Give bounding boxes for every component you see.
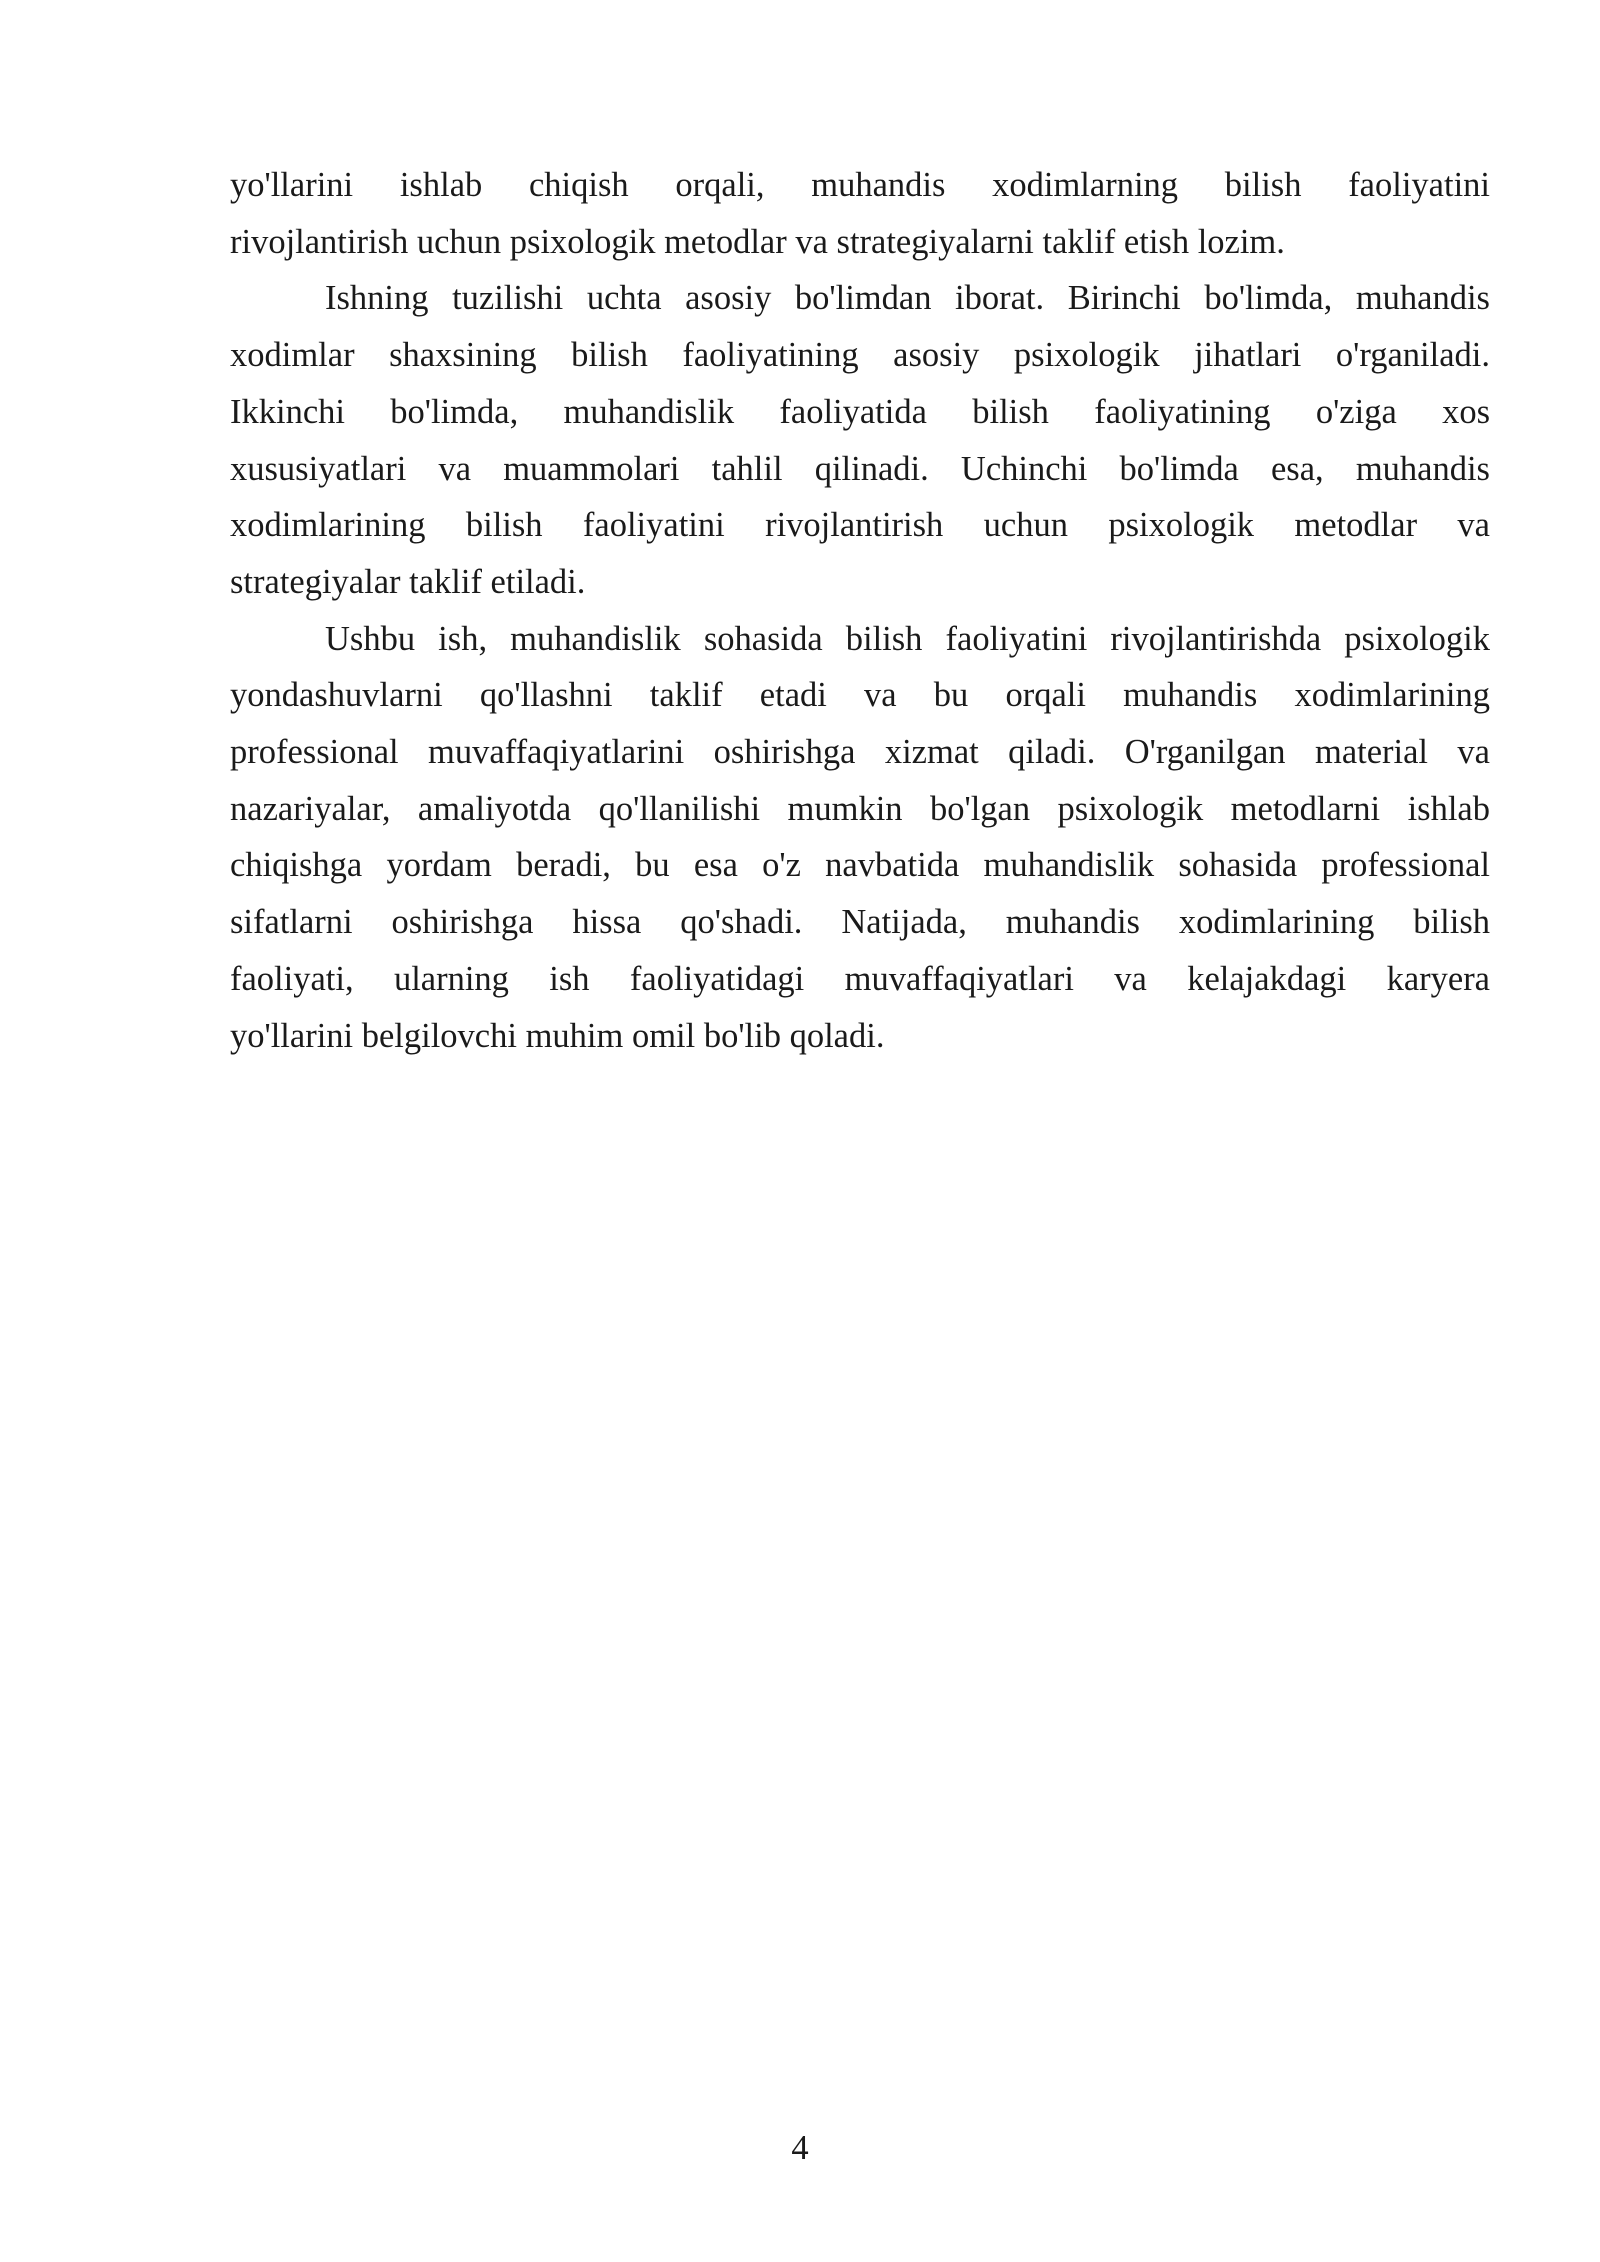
- text-line: chiqishga yordam beradi, bu esa o'z navbatida muhandislik sohasida professional: [230, 846, 1490, 885]
- text-line: Ikkinchi bo'limda, muhandislik faoliyatida bilish faoliyatining o'ziga xos: [230, 392, 1490, 431]
- text-line: yo'llarini belgilovchi muhim omil bo'lib qoladi.: [230, 1016, 885, 1055]
- text-line: sifatlarni oshirishga hissa qo'shadi. Natijada, muhandis xodimlarining bilish: [230, 903, 1490, 942]
- page-number: 4: [791, 2129, 809, 2167]
- text-line: xodimlarining bilish faoliyatini rivojlantirish uchun psixologik metodlar va: [230, 506, 1490, 545]
- paragraph-structure: [230, 270, 1490, 610]
- body-text: [230, 157, 1490, 1064]
- text-line: faoliyati, ularning ish faoliyatidagi muvaffaqiyatlari va kelajakdagi karyera: [230, 959, 1490, 998]
- text-line: nazariyalar, amaliyotda qo'llanilishi mumkin bo'lgan psixologik metodlarni ishlab: [230, 789, 1490, 828]
- paragraph-conclusion: [230, 611, 1490, 1065]
- paragraph-continuation: [230, 157, 1490, 270]
- text-line: strategiyalar taklif etiladi.: [230, 562, 586, 601]
- text-line: yondashuvlarni qo'llashni taklif etadi va bu orqali muhandis xodimlarining: [230, 676, 1490, 715]
- text-line: xususiyatlari va muammolari tahlil qilinadi. Uchinchi bo'limda esa, muhandis: [230, 449, 1490, 488]
- text-line: Ishning tuzilishi uchta asosiy bo'limdan iborat. Birinchi bo'limda, muhandis: [325, 279, 1490, 318]
- text-line: professional muvaffaqiyatlarini oshirishga xizmat qiladi. O'rganilgan material va: [230, 733, 1490, 772]
- text-line: xodimlar shaxsining bilish faoliyatining asosiy psixologik jihatlari o'rganiladi.: [230, 336, 1490, 375]
- text-line: yo'llarini ishlab chiqish orqali, muhandis xodimlarning bilish faoliyatini: [230, 166, 1490, 204]
- text-line: Ushbu ish, muhandislik sohasida bilish faoliyatini rivojlantirishda psixologik: [325, 619, 1490, 658]
- text-line: rivojlantirish uchun psixologik metodlar va strategiyalarni taklif etish lozim.: [230, 222, 1285, 261]
